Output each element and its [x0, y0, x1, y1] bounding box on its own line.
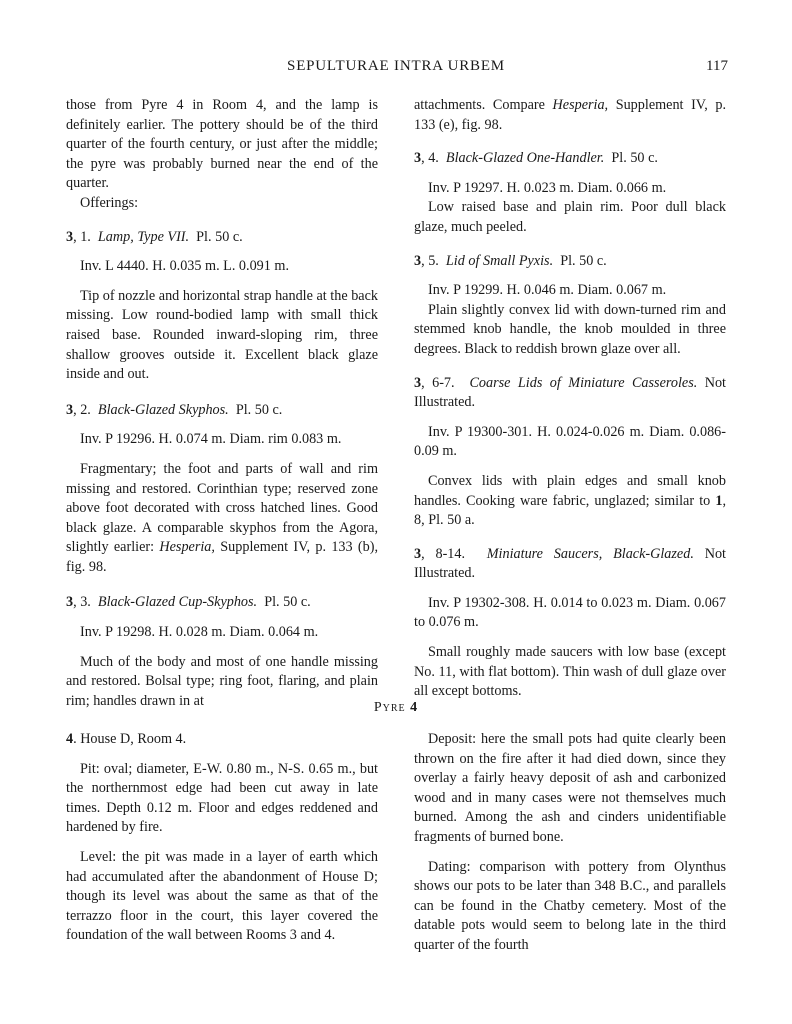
entry-heading: 3, 8-14. Miniature Saucers, Black-Glazed. Not Illustrated. [414, 545, 726, 582]
right-column-top [414, 96, 726, 702]
section-heading: Pyre 4 [373, 700, 419, 715]
entry-inventory: Inv. P 19299. H. 0.046 m. Diam. 0.067 m. [428, 282, 667, 299]
entry-description: Much of the body and most of one handle missing and restored. Bolsal type; ring foot, flaring, and plain rim; handles drawn in at [66, 653, 378, 709]
entry-description: Convex lids with plain edges and small knob handles. Cooking ware fabric, unglazed; similar to 1, 8, Pl. 50 a. [414, 472, 726, 529]
offerings-label: Offerings: [80, 194, 139, 211]
entry-heading: 3, 5. Lid of Small Pyxis. Pl. 50 c. [414, 252, 607, 269]
deposit-paragraph: Deposit: here the small pots had quite clearly been thrown on the fire after it had died down, since they overlay a fairly heavy deposit of ash and carbonized wood and in many cases were not themselves much burned. Among the ash and cinders unidentifiable fragments of burned bone. [414, 731, 726, 845]
entry-description: Plain slightly convex lid with down-turned rim and stemmed knob handle, the knob moulded in three degrees. Black to reddish brown glaze over all. [414, 301, 726, 357]
running-head: SEPULTURAE INTRA URBEM [287, 58, 505, 74]
entry-inventory: Inv. P 19302-308. H. 0.014 to 0.023 m. Diam. 0.067 to 0.076 m. [414, 594, 726, 631]
page-number: 117 [706, 58, 728, 74]
entry-inventory: Inv. P 19300-301. H. 0.024-0.026 m. Diam. 0.086-0.09 m. [414, 423, 726, 460]
location-line: 4. House D, Room 4. [66, 731, 187, 747]
entry-description: Fragmentary; the foot and parts of wall and rim missing and restored. Corinthian type; reserved zone above foot decorated with cross hatched lines. Good black glaze. A comparable skyphos from the Agora, slightly earlier: Hesperia, Supplement IV, p. 133 (b), fig. 98. [66, 460, 379, 575]
pit-paragraph: Pit: oval; diameter, E-W. 0.80 m., N-S. 0.65 m., but the northernmost edge had been cut away in late times. Depth 0.12 m. Floor and edges reddened and hardened by fire. [66, 760, 378, 836]
level-paragraph: Level: the pit was made in a layer of earth which had accumulated after the abandonment of House D; though its level was about the same as that of the terrazzo floor in the court, this layer covered the foundation of the wall between Rooms 3 and 4. [66, 848, 378, 944]
left-column-bottom [66, 730, 378, 946]
entry-description: Low raised base and plain rim. Poor dull black glaze, much peeled. [414, 199, 726, 235]
dating-paragraph: Dating: comparison with pottery from Olynthus shows our pots to be later than 348 B.C., and parallels can be found in the Chatby cemetery. Most of the datable pots would seem to belong late in the third quarter of the fourth [414, 858, 726, 953]
intro-paragraph: those from Pyre 4 in Room 4, and the lamp is definitely earlier. The pottery should be of the third quarter of the fourth century, or just after the middle; the pyre was probably burned near the end of the quarter. [66, 97, 378, 192]
entry-heading: 3, 3. Black-Glazed Cup-Skyphos. Pl. 50 c. [66, 594, 311, 611]
right-column-bottom [414, 730, 726, 956]
entry-heading: 3, 2. Black-Glazed Skyphos. Pl. 50 c. [66, 401, 283, 418]
entry-heading: 3, 1. Lamp, Type VII. Pl. 50 c. [66, 228, 243, 245]
entry-description: Small roughly made saucers with low base (except No. 11, with flat bottom). Thin wash of dull glaze over all except bottoms. [414, 644, 726, 700]
entry-inventory: Inv. P 19298. H. 0.028 m. Diam. 0.064 m. [80, 624, 319, 641]
entry-heading: 3, 4. Black-Glazed One-Handler. Pl. 50 c. [414, 150, 658, 167]
entry-inventory: Inv. P 19296. H. 0.074 m. Diam. rim 0.083 m. [80, 431, 342, 448]
entry-heading: 3, 6-7. Coarse Lids of Miniature Casseroles. Not Illustrated. [414, 374, 726, 411]
entry-description: Tip of nozzle and horizontal strap handle at the back missing. Low round-bodied lamp with small thick raised base. Rounded inward-sloping rim, three shallow grooves outside it. Excellent black glaze inside and out. [66, 287, 378, 383]
entry-inventory: Inv. P 19297. H. 0.023 m. Diam. 0.066 m. [428, 179, 667, 196]
left-column-top [66, 96, 378, 711]
entry-inventory: Inv. L 4440. H. 0.035 m. L. 0.091 m. [80, 258, 289, 275]
continued-paragraph: attachments. Compare Hesperia, Supplement IV, p. 133 (e), fig. 98. [414, 97, 727, 133]
